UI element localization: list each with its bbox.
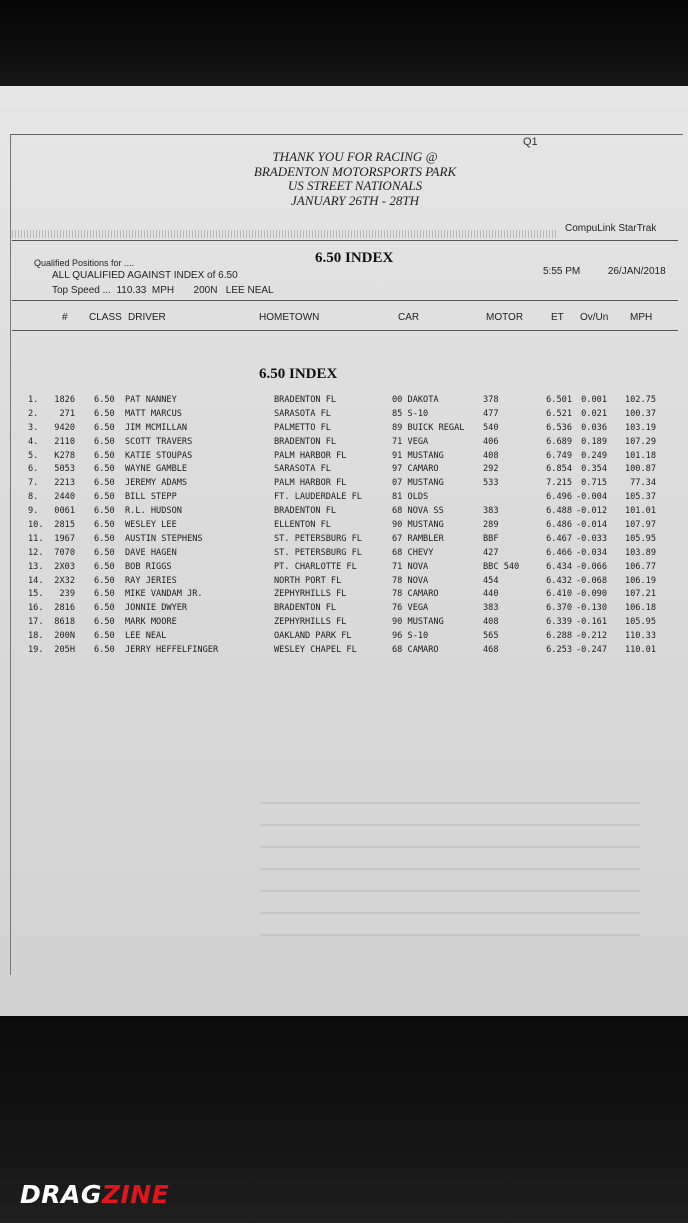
cell-mph: 100.37 xyxy=(624,408,656,419)
table-row xyxy=(0,617,688,631)
cell-et: 7.215 xyxy=(546,478,572,489)
round-code: Q1 xyxy=(523,136,538,148)
cell-motor: 440 xyxy=(483,589,499,600)
cell-pos: 17. xyxy=(28,617,44,628)
cell-ovun: -0.034 xyxy=(575,547,607,558)
cell-hometown: BRADENTON FL xyxy=(274,506,337,517)
class-title: 6.50 INDEX xyxy=(315,250,394,266)
cell-driver: BILL STEPP xyxy=(125,492,177,503)
qualified-for-label: Qualified Positions for .... xyxy=(34,258,135,268)
cell-motor: 477 xyxy=(483,408,499,419)
cell-pos: 10. xyxy=(28,520,44,531)
cell-car: 91 MUSTANG xyxy=(392,450,444,461)
cell-car: 76 VEGA xyxy=(392,603,429,614)
cell-num: 7070 xyxy=(54,547,75,558)
cell-hometown: ZEPHYRHILLS FL xyxy=(274,589,347,600)
cell-num: 2X32 xyxy=(54,575,75,586)
cell-class: 6.50 xyxy=(94,617,115,628)
cell-et: 6.486 xyxy=(546,520,572,531)
cell-pos: 9. xyxy=(28,506,39,517)
cell-class: 6.50 xyxy=(94,422,115,433)
cell-driver: JONNIE DWYER xyxy=(125,603,188,614)
cell-car: 67 RAMBLER xyxy=(392,533,444,544)
cell-motor: 408 xyxy=(483,450,499,461)
cell-driver: WESLEY LEE xyxy=(125,520,177,531)
cell-motor: 427 xyxy=(483,547,499,558)
logo-part-1: DRAG xyxy=(20,1180,102,1209)
cell-num: K278 xyxy=(54,450,75,461)
cell-et: 6.536 xyxy=(546,422,572,433)
cell-pos: 18. xyxy=(28,631,44,642)
cell-driver: LEE NEAL xyxy=(125,631,167,642)
table-row xyxy=(0,534,688,548)
cell-driver: PAT NANNEY xyxy=(125,395,177,405)
cell-car: 71 NOVA xyxy=(392,561,429,572)
cell-hometown: ST. PETERSBURG FL xyxy=(274,547,362,558)
col-car: CAR xyxy=(398,312,420,323)
photo-background-top xyxy=(0,0,688,90)
cell-ovun: -0.247 xyxy=(575,645,607,656)
cell-ovun: -0.033 xyxy=(575,533,607,544)
cell-pos: 15. xyxy=(28,589,44,600)
cell-num: 2110 xyxy=(54,436,75,447)
cell-motor: 540 xyxy=(483,422,499,433)
cell-ovun: -0.090 xyxy=(575,589,607,600)
cell-hometown: ELLENTON FL xyxy=(274,520,331,531)
cell-pos: 13. xyxy=(28,561,44,572)
cell-car: 68 CAMARO xyxy=(392,645,439,656)
table-row xyxy=(0,409,688,423)
results-table xyxy=(0,395,688,659)
cell-class: 6.50 xyxy=(94,533,115,544)
cell-car: 78 CAMARO xyxy=(392,589,439,600)
header-line: BRADENTON MOTORSPORTS PARK xyxy=(253,163,457,179)
table-row xyxy=(0,395,688,409)
cell-motor: 468 xyxy=(483,645,499,656)
cell-car: 00 DAKOTA xyxy=(392,395,439,405)
cell-pos: 3. xyxy=(28,422,39,433)
cell-hometown: ST. PETERSBURG FL xyxy=(274,533,362,544)
cell-car: 90 MUSTANG xyxy=(392,520,444,531)
cell-ovun: 0.354 xyxy=(581,464,607,475)
table-row xyxy=(0,451,688,465)
cell-num: 271 xyxy=(59,408,75,419)
cell-mph: 110.33 xyxy=(624,631,656,642)
cell-num: 205H xyxy=(54,645,75,656)
cell-car: 81 OLDS xyxy=(392,492,429,503)
cell-class: 6.50 xyxy=(94,603,115,614)
cell-et: 6.488 xyxy=(546,506,572,517)
cell-ovun: -0.004 xyxy=(575,492,607,503)
cell-class: 6.50 xyxy=(94,589,115,600)
cell-ovun: 0.001 xyxy=(581,395,607,405)
section-title: 6.50 INDEX xyxy=(259,366,338,382)
col-motor: MOTOR xyxy=(486,312,524,323)
cell-num: 0061 xyxy=(54,506,75,517)
cell-pos: 11. xyxy=(28,533,44,544)
cell-et: 6.339 xyxy=(546,617,572,628)
cell-pos: 6. xyxy=(28,464,39,475)
cell-pos: 4. xyxy=(28,436,39,447)
cell-motor: 378 xyxy=(483,395,499,405)
table-row xyxy=(0,464,688,478)
cell-ovun: 0.715 xyxy=(581,478,607,489)
cell-mph: 101.01 xyxy=(624,506,656,517)
col-class: CLASS xyxy=(89,312,122,323)
table-row xyxy=(0,492,688,506)
cell-hometown: BRADENTON FL xyxy=(274,436,337,447)
cell-driver: RAY JERIES xyxy=(125,575,177,586)
cell-ovun: 0.249 xyxy=(581,450,607,461)
cell-hometown: OAKLAND PARK FL xyxy=(274,631,352,642)
print-time: 5:55 PM xyxy=(543,266,581,277)
col-et: ET xyxy=(551,312,564,323)
cell-ovun: -0.012 xyxy=(575,506,607,517)
cell-class: 6.50 xyxy=(94,575,115,586)
cell-mph: 106.18 xyxy=(624,603,656,614)
cell-motor: 533 xyxy=(483,478,499,489)
table-row xyxy=(0,423,688,437)
cell-et: 6.410 xyxy=(546,589,572,600)
table-row xyxy=(0,478,688,492)
cell-ovun: 0.021 xyxy=(581,408,607,419)
cell-mph: 105.95 xyxy=(624,617,656,628)
cell-motor: 383 xyxy=(483,603,499,614)
cell-class: 6.50 xyxy=(94,408,115,419)
bleed-through-text xyxy=(260,786,640,936)
cell-pos: 12. xyxy=(28,547,44,558)
cell-num: 2440 xyxy=(54,492,75,503)
cell-pos: 7. xyxy=(28,478,39,489)
cell-mph: 103.89 xyxy=(624,547,656,558)
cell-motor: 408 xyxy=(483,617,499,628)
cell-hometown: BRADENTON FL xyxy=(274,395,337,405)
logo-part-2: ZINE xyxy=(101,1180,170,1209)
cell-ovun: -0.066 xyxy=(575,561,607,572)
cell-ovun: -0.212 xyxy=(575,631,607,642)
cell-car: 90 MUSTANG xyxy=(392,617,444,628)
cell-driver: SCOTT TRAVERS xyxy=(125,436,193,447)
timestamp xyxy=(543,266,666,277)
cell-mph: 110.01 xyxy=(624,645,656,656)
cell-class: 6.50 xyxy=(94,520,115,531)
cell-class: 6.50 xyxy=(94,547,115,558)
cell-num: 239 xyxy=(59,589,75,600)
cell-class: 6.50 xyxy=(94,395,115,405)
cell-et: 6.288 xyxy=(546,631,572,642)
cell-num: 1826 xyxy=(54,395,75,405)
cell-mph: 107.97 xyxy=(624,520,656,531)
cell-hometown: WESLEY CHAPEL FL xyxy=(274,645,357,656)
col-num: # xyxy=(62,312,68,323)
dragzine-logo xyxy=(20,1180,169,1209)
cell-ovun: 0.189 xyxy=(581,436,607,447)
cell-driver: BOB RIGGS xyxy=(125,561,172,572)
cell-driver: R.L. HUDSON xyxy=(125,506,182,517)
cell-motor: 406 xyxy=(483,436,499,447)
cell-num: 2X03 xyxy=(54,561,75,572)
cell-mph: 100.87 xyxy=(624,464,656,475)
table-row xyxy=(0,603,688,617)
table-row xyxy=(0,506,688,520)
cell-class: 6.50 xyxy=(94,436,115,447)
cell-pos: 14. xyxy=(28,575,44,586)
cell-car: 71 VEGA xyxy=(392,436,429,447)
cell-et: 6.501 xyxy=(546,395,572,405)
cell-car: 07 MUSTANG xyxy=(392,478,444,489)
cell-hometown: PALMETTO FL xyxy=(274,422,331,433)
cell-motor: 383 xyxy=(483,506,499,517)
cell-car: 96 S-10 xyxy=(392,631,429,642)
cell-car: 97 CAMARO xyxy=(392,464,439,475)
col-driver: DRIVER xyxy=(128,312,166,323)
results-sheet xyxy=(0,86,688,1016)
cell-hometown: SARASOTA FL xyxy=(274,464,331,475)
header-line: US STREET NATIONALS xyxy=(287,178,423,193)
cell-et: 6.689 xyxy=(546,436,572,447)
cell-hometown: PALM HARBOR FL xyxy=(274,450,347,461)
cell-pos: 19. xyxy=(28,645,44,656)
cell-pos: 5. xyxy=(28,450,39,461)
cell-hometown: FT. LAUDERDALE FL xyxy=(274,492,362,503)
table-row xyxy=(0,631,688,645)
cell-car: 68 NOVA SS xyxy=(392,506,444,517)
cell-mph: 107.29 xyxy=(624,436,656,447)
col-mph: MPH xyxy=(630,312,653,323)
cell-driver: MIKE VANDAM JR. xyxy=(125,589,203,600)
cell-driver: JERRY HEFFELFINGER xyxy=(125,645,219,656)
cell-pos: 16. xyxy=(28,603,44,614)
cell-ovun: -0.014 xyxy=(575,520,607,531)
cell-pos: 2. xyxy=(28,408,39,419)
table-row xyxy=(0,576,688,590)
col-hometown: HOMETOWN xyxy=(259,312,320,323)
cell-mph: 105.37 xyxy=(624,492,656,503)
cell-car: 89 BUICK REGAL xyxy=(392,422,465,433)
cell-num: 200N xyxy=(54,631,75,642)
cell-et: 6.434 xyxy=(546,561,572,572)
cell-ovun: -0.130 xyxy=(575,603,607,614)
cell-hometown: SARASOTA FL xyxy=(274,408,331,419)
cell-num: 5053 xyxy=(54,464,75,475)
cell-mph: 101.18 xyxy=(624,450,656,461)
cell-et: 6.521 xyxy=(546,408,572,419)
table-row xyxy=(0,437,688,451)
cell-hometown: BRADENTON FL xyxy=(274,603,337,614)
header-line: THANK YOU FOR RACING @ xyxy=(272,149,438,164)
divider xyxy=(12,300,678,301)
cell-num: 8618 xyxy=(54,617,75,628)
timing-system-label: CompuLink StarTrak xyxy=(565,223,657,234)
top-speed-text: Top Speed ... 110.33 MPH 200N LEE NEAL xyxy=(52,285,274,296)
cell-class: 6.50 xyxy=(94,561,115,572)
cell-mph: 102.75 xyxy=(624,395,656,405)
cell-class: 6.50 xyxy=(94,631,115,642)
cell-car: 78 NOVA xyxy=(392,575,429,586)
table-row xyxy=(0,645,688,659)
qualified-against-index: ALL QUALIFIED AGAINST INDEX of 6.50 xyxy=(52,270,238,281)
cell-class: 6.50 xyxy=(94,492,115,503)
divider xyxy=(12,330,678,331)
cell-hometown: PALM HARBOR FL xyxy=(274,478,347,489)
cell-driver: KATIE STOUPAS xyxy=(125,450,193,461)
cell-motor: 292 xyxy=(483,464,499,475)
cell-driver: MATT MARCUS xyxy=(125,408,182,419)
cell-num: 9420 xyxy=(54,422,75,433)
table-row xyxy=(0,589,688,603)
cell-class: 6.50 xyxy=(94,645,115,656)
top-speed-line xyxy=(52,285,274,296)
cell-hometown: NORTH PORT FL xyxy=(274,575,342,586)
print-date: 26/JAN/2018 xyxy=(607,266,666,277)
cell-et: 6.432 xyxy=(546,575,572,586)
cell-motor: 454 xyxy=(483,575,499,586)
cell-mph: 105.95 xyxy=(624,533,656,544)
cell-driver: MARK MOORE xyxy=(125,617,177,628)
cell-num: 2816 xyxy=(54,603,75,614)
cell-et: 6.496 xyxy=(546,492,572,503)
cell-class: 6.50 xyxy=(94,464,115,475)
table-row xyxy=(0,562,688,576)
cell-mph: 106.77 xyxy=(624,561,656,572)
cell-mph: 106.19 xyxy=(624,575,656,586)
cell-ovun: -0.161 xyxy=(575,617,607,628)
col-ovun: Ov/Un xyxy=(580,312,609,323)
cell-num: 2815 xyxy=(54,520,75,531)
cell-class: 6.50 xyxy=(94,478,115,489)
cell-pos: 8. xyxy=(28,492,39,503)
hatched-divider xyxy=(12,230,558,238)
cell-pos: 1. xyxy=(28,395,39,405)
event-header xyxy=(200,150,510,208)
cell-et: 6.253 xyxy=(546,645,572,656)
cell-ovun: 0.036 xyxy=(581,422,607,433)
cell-et: 6.370 xyxy=(546,603,572,614)
cell-ovun: -0.068 xyxy=(575,575,607,586)
table-row xyxy=(0,548,688,562)
cell-car: 85 S-10 xyxy=(392,408,429,419)
divider xyxy=(12,240,678,241)
cell-driver: JEREMY ADAMS xyxy=(125,478,188,489)
cell-car: 68 CHEVY xyxy=(392,547,434,558)
cell-et: 6.467 xyxy=(546,533,572,544)
cell-et: 6.749 xyxy=(546,450,572,461)
cell-motor: BBF xyxy=(483,533,499,544)
cell-motor: 565 xyxy=(483,631,499,642)
cell-mph: 103.19 xyxy=(624,422,656,433)
header-line: JANUARY 26TH - 28TH xyxy=(291,192,419,208)
cell-num: 2213 xyxy=(54,478,75,489)
cell-class: 6.50 xyxy=(94,506,115,517)
cell-driver: JIM MCMILLAN xyxy=(125,422,188,433)
cell-motor: 289 xyxy=(483,520,499,531)
table-row xyxy=(0,520,688,534)
cell-num: 1967 xyxy=(54,533,75,544)
cell-et: 6.466 xyxy=(546,547,572,558)
cell-mph: 107.21 xyxy=(624,589,656,600)
cell-driver: AUSTIN STEPHENS xyxy=(125,533,203,544)
cell-hometown: PT. CHARLOTTE FL xyxy=(274,561,357,572)
cell-mph: 77.34 xyxy=(630,478,656,489)
cell-et: 6.854 xyxy=(546,464,572,475)
cell-hometown: ZEPHYRHILLS FL xyxy=(274,617,347,628)
cell-motor: BBC 540 xyxy=(483,561,520,572)
cell-class: 6.50 xyxy=(94,450,115,461)
cell-driver: WAYNE GAMBLE xyxy=(125,464,188,475)
cell-driver: DAVE HAGEN xyxy=(125,547,177,558)
